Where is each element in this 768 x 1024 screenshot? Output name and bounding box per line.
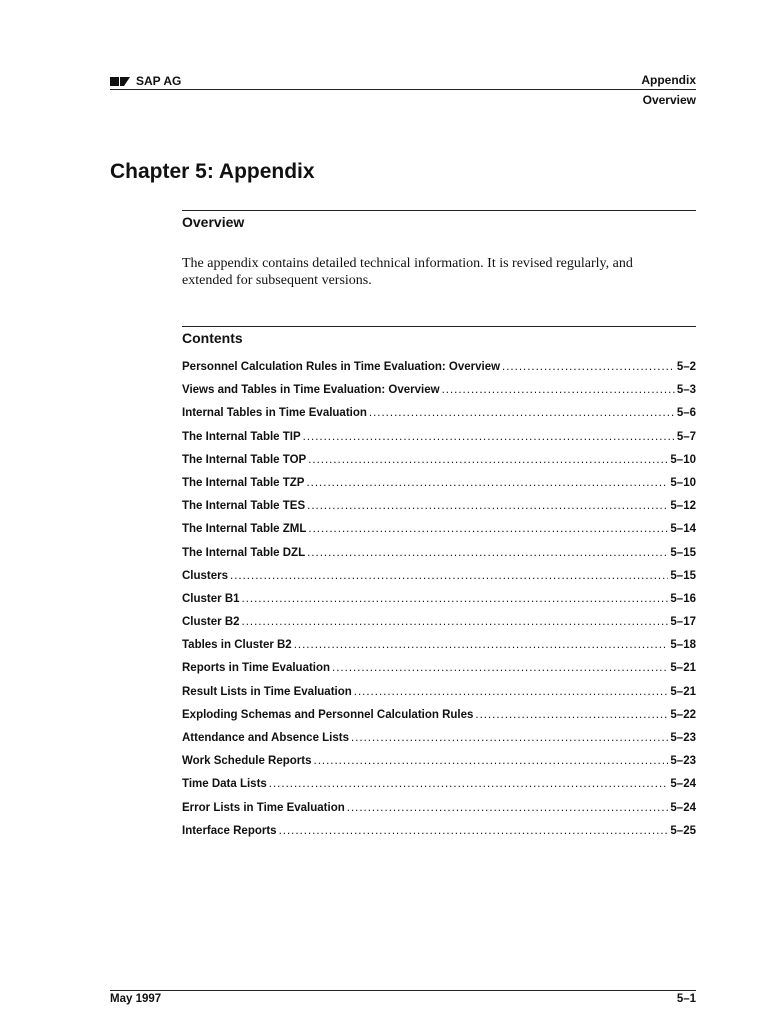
toc-entry-title: Views and Tables in Time Evaluation: Overview	[182, 384, 440, 397]
toc-entry-title: The Internal Table TZP	[182, 476, 305, 489]
footer-page-number: 5–1	[676, 993, 696, 1005]
toc-entry-page: 5–21	[670, 685, 696, 698]
toc-entry[interactable]	[182, 454, 696, 477]
toc-entry-page: 5–14	[670, 523, 696, 536]
toc-entry[interactable]	[182, 407, 696, 430]
toc-entry-page: 5–15	[670, 546, 696, 559]
toc-entry[interactable]	[182, 570, 696, 593]
toc-dot-leader	[242, 616, 669, 628]
toc-dot-leader	[307, 547, 668, 559]
toc-dot-leader	[308, 454, 668, 466]
toc-entry-title: The Internal Table DZL	[182, 546, 306, 559]
toc-entry[interactable]	[182, 431, 696, 454]
toc-dot-leader	[230, 570, 668, 582]
toc-dot-leader	[354, 686, 669, 698]
toc-entry-title: Personnel Calculation Rules in Time Evaluation: Overview	[182, 361, 501, 373]
toc-entry-title: Attendance and Absence Lists	[182, 732, 350, 744]
header-subsection: Overview	[642, 93, 696, 107]
toc-entry-title: Tables in Cluster B2	[182, 639, 292, 652]
toc-entry[interactable]	[182, 616, 696, 639]
toc-dot-leader	[303, 431, 675, 443]
page-header	[110, 72, 696, 112]
toc-entry[interactable]	[182, 825, 696, 848]
overview-divider	[182, 210, 696, 211]
toc-dot-leader	[351, 732, 668, 744]
overview-heading: Overview	[182, 214, 245, 230]
toc-entry-title: The Internal Table ZML	[182, 523, 307, 536]
contents-heading: Contents	[182, 330, 243, 346]
toc-entry-page: 5–23	[670, 755, 696, 768]
toc-entry-title: Cluster B1	[182, 592, 240, 605]
brand	[110, 74, 181, 88]
toc-entry-page: 5–6	[676, 407, 696, 420]
toc-entry-title: Cluster B2	[182, 616, 240, 629]
toc-entry-page: 5–24	[670, 801, 696, 814]
footer-divider	[110, 990, 696, 991]
toc-entry[interactable]	[182, 384, 696, 407]
toc-entry[interactable]	[182, 500, 696, 523]
toc-entry-page: 5–10	[670, 453, 696, 466]
toc-entry[interactable]	[182, 477, 696, 500]
toc-dot-leader	[242, 593, 669, 605]
toc-dot-leader	[314, 755, 669, 767]
toc-dot-leader	[442, 384, 675, 396]
toc-entry-title: Internal Tables in Time Evaluation	[182, 407, 367, 420]
toc-entry-title: Error Lists in Time Evaluation	[182, 801, 345, 814]
toc-entry-title: Reports in Time Evaluation	[182, 662, 331, 675]
toc-entry-page: 5–15	[670, 569, 696, 582]
toc-entry[interactable]	[182, 802, 696, 825]
toc-entry-title: The Internal Table TOP	[182, 453, 307, 466]
toc-entry-page: 5–24	[670, 778, 696, 791]
toc-dot-leader	[332, 662, 668, 674]
toc-entry[interactable]	[182, 686, 696, 709]
toc-entry-page: 5–2	[676, 361, 696, 373]
toc-entry[interactable]	[182, 732, 696, 755]
toc-entry-title: The Internal Table TES	[182, 500, 306, 513]
toc-entry[interactable]	[182, 639, 696, 662]
toc-entry-title: Time Data Lists	[182, 778, 267, 791]
chapter-title: Chapter 5: Appendix	[110, 160, 315, 183]
toc-entry[interactable]	[182, 593, 696, 616]
toc-entry-page: 5–12	[670, 500, 696, 513]
contents-divider	[182, 326, 696, 327]
toc-dot-leader	[308, 523, 668, 535]
toc-entry-title: Result Lists in Time Evaluation	[182, 685, 352, 698]
toc-dot-leader	[475, 709, 668, 721]
toc-entry[interactable]	[182, 755, 696, 778]
brand-name: SAP AG	[136, 74, 182, 88]
footer-date: May 1997	[110, 993, 162, 1005]
toc-entry-page: 5–22	[670, 708, 696, 721]
toc-dot-leader	[307, 500, 668, 512]
toc-entry[interactable]	[182, 523, 696, 546]
toc-entry-page: 5–10	[670, 476, 696, 489]
toc-entry-page: 5–7	[676, 430, 696, 443]
overview-text: The appendix contains detailed technical information. It is revised regularly, and extended for subsequent versions.	[182, 256, 633, 288]
toc-dot-leader	[347, 802, 669, 814]
toc-entry-page: 5–25	[670, 824, 696, 837]
toc-dot-leader	[294, 639, 669, 651]
toc-entry[interactable]	[182, 778, 696, 801]
toc-entry[interactable]	[182, 547, 696, 570]
sap-logo-icon	[110, 76, 130, 87]
toc-entry-title: Exploding Schemas and Personnel Calculation Rules	[182, 708, 474, 721]
header-section: Appendix	[641, 73, 696, 87]
toc-entry-page: 5–18	[670, 639, 696, 652]
toc-entry[interactable]	[182, 709, 696, 732]
toc-entry-page: 5–17	[670, 616, 696, 629]
toc-entry-page: 5–16	[670, 592, 696, 605]
toc-entry-title: Work Schedule Reports	[182, 755, 312, 768]
toc-entry-title: Interface Reports	[182, 824, 277, 837]
toc-entry[interactable]	[182, 662, 696, 685]
toc-entry-title: The Internal Table TIP	[182, 430, 301, 443]
toc-entry[interactable]	[182, 361, 696, 384]
toc-entry-page: 5–21	[670, 662, 696, 675]
toc-entry-page: 5–23	[670, 732, 696, 744]
toc-dot-leader	[279, 825, 669, 837]
table-of-contents	[182, 361, 696, 848]
toc-dot-leader	[502, 361, 675, 373]
toc-entry-title: Clusters	[182, 569, 229, 582]
toc-dot-leader	[269, 778, 669, 790]
toc-dot-leader	[306, 477, 668, 489]
toc-entry-page: 5–3	[676, 384, 696, 397]
toc-dot-leader	[369, 407, 675, 419]
header-divider	[110, 89, 696, 90]
